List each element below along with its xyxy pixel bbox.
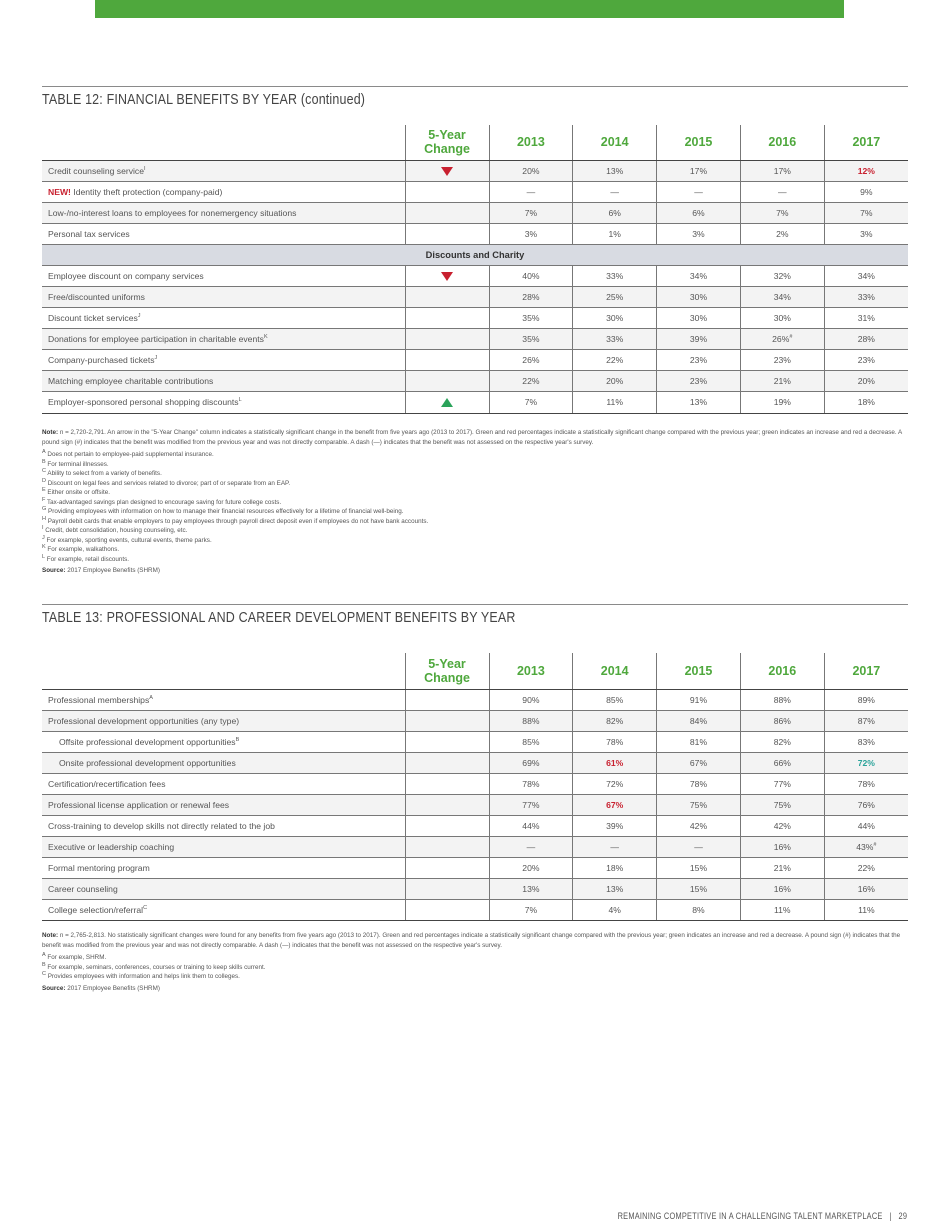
table-row — [42, 307, 908, 328]
header-2013: 2013 — [489, 653, 573, 689]
footnote: $^H$ Payroll debit cards that enable employers to pay employees through payroll direct deposit even if employees do not have bank accounts. — [42, 515, 429, 525]
five-year-change — [405, 752, 489, 773]
cell-2017: 89% — [824, 689, 908, 710]
row-label: Career counseling — [42, 878, 405, 899]
table12-top-rule — [42, 86, 908, 87]
cell-2013: 35% — [489, 307, 573, 328]
table-row — [42, 328, 908, 349]
cell-2013: 69% — [489, 752, 573, 773]
cell-2015: 78% — [657, 773, 741, 794]
row-label: Certification/recertification fees — [42, 773, 405, 794]
cell-2016: 75% — [740, 794, 824, 815]
cell-2014: 39% — [573, 815, 657, 836]
cell-2015: 30% — [657, 307, 741, 328]
cell-2013: 20% — [489, 160, 573, 181]
cell-2013: 44% — [489, 815, 573, 836]
page-footer — [617, 1211, 907, 1221]
cell-2013: 78% — [489, 773, 573, 794]
cell-2014: 72% — [573, 773, 657, 794]
row-label: Donations for employee participation in charitable events$^K$ — [42, 328, 405, 349]
cell-2014: 20% — [573, 370, 657, 391]
cell-2017: 18% — [824, 391, 908, 413]
table-row — [42, 202, 908, 223]
five-year-change — [405, 391, 489, 413]
row-label: Professional development opportunities (any type) — [42, 710, 405, 731]
footnote: $^A$ For example, SHRM. — [42, 951, 107, 961]
cell-2015: 75% — [657, 794, 741, 815]
cell-2016: 30% — [740, 307, 824, 328]
table12-notes — [42, 428, 908, 576]
table13-notes — [42, 931, 908, 993]
row-label: Free/discounted uniforms — [42, 286, 405, 307]
footnote: $^C$ Provides employees with information and helps link them to colleges. — [42, 970, 240, 980]
cell-2014: 67% — [573, 794, 657, 815]
row-label: Credit counseling service$^I$ — [42, 160, 405, 181]
header-2016: 2016 — [740, 653, 824, 689]
cell-2017: 20% — [824, 370, 908, 391]
cell-2017: 11% — [824, 899, 908, 920]
cell-2016: 7% — [740, 202, 824, 223]
cell-2013: 20% — [489, 857, 573, 878]
cell-2017: 23% — [824, 349, 908, 370]
cell-2013: 35% — [489, 328, 573, 349]
five-year-change — [405, 349, 489, 370]
cell-2015: 8% — [657, 899, 741, 920]
cell-2015: 42% — [657, 815, 741, 836]
table-row — [42, 878, 908, 899]
five-year-change — [405, 794, 489, 815]
table13 — [42, 653, 908, 921]
cell-2014: 33% — [573, 328, 657, 349]
cell-2016: 17% — [740, 160, 824, 181]
table12 — [42, 125, 908, 414]
cell-2015: 15% — [657, 878, 741, 899]
table-row — [42, 710, 908, 731]
cell-2014: 11% — [573, 391, 657, 413]
page-number: 29 — [898, 1211, 907, 1221]
cell-2015: 34% — [657, 265, 741, 286]
cell-2014: 33% — [573, 265, 657, 286]
footnote: $^C$ Ability to select from a variety of benefits. — [42, 467, 162, 477]
table12-title: TABLE 12: FINANCIAL BENEFITS BY YEAR (continued) — [42, 92, 366, 108]
cell-2014: 18% — [573, 857, 657, 878]
cell-2016: 2% — [740, 223, 824, 244]
header-2013: 2013 — [489, 125, 573, 160]
cell-2017: 16% — [824, 878, 908, 899]
cell-2015: 13% — [657, 391, 741, 413]
footnote: $^I$ Credit, debt consolidation, housing counseling, etc. — [42, 524, 188, 534]
cell-2013: 7% — [489, 391, 573, 413]
header-5yr-change: 5-Year Change — [405, 653, 489, 689]
cell-2017: 22% — [824, 857, 908, 878]
table-row — [42, 160, 908, 181]
cell-2014: — — [573, 836, 657, 857]
row-label: Employer-sponsored personal shopping discounts$^L$ — [42, 391, 405, 413]
five-year-change — [405, 286, 489, 307]
cell-2016: 16% — [740, 836, 824, 857]
cell-2016: 21% — [740, 857, 824, 878]
table13-note: Note: n = 2,765-2,813. No statistically significant changes were found for any benefits from five years ago (2013 to 2017). Green and red percentages indicate a statistically significant change compared with the previous year; green indicates an increase and red a decrease. A pound sign (#) indicates that the benefit was modified from the previous year and was not directly comparable. A dash (—) indicates that the benefit was not assessed on the respective year's survey. — [42, 932, 901, 949]
footer-title: REMAINING COMPETITIVE IN A CHALLENGING TALENT MARKETPLACE — [617, 1211, 883, 1221]
table-row — [42, 223, 908, 244]
footnote: $^G$ Providing employees with information on how to manage their financial resources effectively for a lifetime of financial well-being. — [42, 505, 404, 515]
cell-2017: 83% — [824, 731, 908, 752]
row-label: Professional license application or renewal fees — [42, 794, 405, 815]
table12-note: Note: n = 2,720-2,791. An arrow in the "5-Year Change" column indicates a statistically significant change in the benefit from five years ago (2013 to 2017). Green and red percentages indicate a statistically significant change compared with the previous year; green indicates an increase and red a decrease. A pound sign (#) indicates that the benefit was modified from the previous year and was not directly comparable. A dash (—) indicates that the benefit was not assessed on the respective year's survey. — [42, 429, 902, 446]
five-year-change — [405, 223, 489, 244]
cell-2014: 78% — [573, 731, 657, 752]
cell-2017: 7% — [824, 202, 908, 223]
cell-2014: 6% — [573, 202, 657, 223]
cell-2017: 72% — [824, 752, 908, 773]
footnote: $^B$ For example, seminars, conferences, courses or training to keep skills current. — [42, 961, 266, 971]
cell-2016: 42% — [740, 815, 824, 836]
cell-2016: 11% — [740, 899, 824, 920]
five-year-change — [405, 773, 489, 794]
five-year-change — [405, 202, 489, 223]
cell-2013: 77% — [489, 794, 573, 815]
cell-2016: 34% — [740, 286, 824, 307]
five-year-change — [405, 328, 489, 349]
footnote: $^L$ For example, retail discounts. — [42, 553, 130, 563]
cell-2017: 31% — [824, 307, 908, 328]
five-year-change — [405, 370, 489, 391]
section-header-row — [42, 244, 908, 265]
table13-top-rule — [42, 604, 908, 605]
cell-2015: 3% — [657, 223, 741, 244]
cell-2014: 30% — [573, 307, 657, 328]
cell-2016: 21% — [740, 370, 824, 391]
row-label: NEW! Identity theft protection (company-paid) — [42, 181, 405, 202]
cell-2014: — — [573, 181, 657, 202]
table-row — [42, 815, 908, 836]
cell-2016: 88% — [740, 689, 824, 710]
table-row — [42, 773, 908, 794]
cell-2014: 85% — [573, 689, 657, 710]
cell-2016: 26%# — [740, 328, 824, 349]
row-label: Personal tax services — [42, 223, 405, 244]
cell-2013: 7% — [489, 202, 573, 223]
cell-2016: 77% — [740, 773, 824, 794]
header-2014: 2014 — [573, 125, 657, 160]
cell-2014: 13% — [573, 160, 657, 181]
row-label: Offsite professional development opportunities$^B$ — [42, 731, 405, 752]
table-row — [42, 689, 908, 710]
row-label: Executive or leadership coaching — [42, 836, 405, 857]
cell-2013: 85% — [489, 731, 573, 752]
cell-2013: 7% — [489, 899, 573, 920]
five-year-change — [405, 181, 489, 202]
table-row — [42, 286, 908, 307]
five-year-change — [405, 307, 489, 328]
cell-2015: 17% — [657, 160, 741, 181]
cell-2013: 3% — [489, 223, 573, 244]
cell-2017: 28% — [824, 328, 908, 349]
cell-2014: 4% — [573, 899, 657, 920]
table12-header-row — [42, 125, 908, 160]
cell-2017: 33% — [824, 286, 908, 307]
new-badge: NEW! — [48, 186, 71, 197]
row-label: Onsite professional development opportunities — [42, 752, 405, 773]
cell-2015: 67% — [657, 752, 741, 773]
table-row — [42, 836, 908, 857]
cell-2016: — — [740, 181, 824, 202]
cell-2015: — — [657, 836, 741, 857]
footnote: $^F$ Tax-advantaged savings plan designed to encourage saving for future college costs. — [42, 496, 282, 506]
cell-2013: — — [489, 836, 573, 857]
five-year-change — [405, 710, 489, 731]
cell-2014: 82% — [573, 710, 657, 731]
cell-2013: 90% — [489, 689, 573, 710]
cell-2017: 43%# — [824, 836, 908, 857]
header-2015: 2015 — [657, 125, 741, 160]
decrease-arrow-icon — [441, 272, 453, 281]
row-label: College selection/referral$^C$ — [42, 899, 405, 920]
row-label: Cross-training to develop skills not directly related to the job — [42, 815, 405, 836]
five-year-change — [405, 265, 489, 286]
row-label: Matching employee charitable contributions — [42, 370, 405, 391]
cell-2014: 13% — [573, 878, 657, 899]
row-label: Low-/no-interest loans to employees for nonemergency situations — [42, 202, 405, 223]
five-year-change — [405, 689, 489, 710]
footnote: $^J$ For example, sporting events, cultural events, theme parks. — [42, 534, 212, 544]
cell-2017: 87% — [824, 710, 908, 731]
cell-2015: 39% — [657, 328, 741, 349]
cell-2013: 26% — [489, 349, 573, 370]
cell-2015: 91% — [657, 689, 741, 710]
five-year-change — [405, 899, 489, 920]
row-label: Discount ticket services$^J$ — [42, 307, 405, 328]
footnote: $^D$ Discount on legal fees and services related to divorce; part of or separate from an EAP. — [42, 477, 291, 487]
five-year-change — [405, 731, 489, 752]
cell-2016: 19% — [740, 391, 824, 413]
table-row — [42, 370, 908, 391]
table-row — [42, 899, 908, 920]
table13-title: TABLE 13: PROFESSIONAL AND CAREER DEVELOPMENT BENEFITS BY YEAR — [42, 610, 516, 626]
footnote: $^A$ Does not pertain to employee-paid supplemental insurance. — [42, 448, 214, 458]
table-row — [42, 391, 908, 413]
row-label: Formal mentoring program — [42, 857, 405, 878]
table-row — [42, 857, 908, 878]
table-row — [42, 731, 908, 752]
cell-2017: 34% — [824, 265, 908, 286]
table12-source: Source: 2017 Employee Benefits (SHRM) — [42, 567, 160, 574]
header-2015: 2015 — [657, 653, 741, 689]
table-row — [42, 181, 908, 202]
five-year-change — [405, 815, 489, 836]
header-5yr-change: 5-Year Change — [405, 125, 489, 160]
cell-2015: — — [657, 181, 741, 202]
cell-2017: 44% — [824, 815, 908, 836]
row-label: Professional memberships$^A$ — [42, 689, 405, 710]
header-blank — [42, 125, 405, 160]
table-row — [42, 265, 908, 286]
cell-2013: 22% — [489, 370, 573, 391]
cell-2015: 81% — [657, 731, 741, 752]
cell-2013: 13% — [489, 878, 573, 899]
cell-2016: 32% — [740, 265, 824, 286]
row-label: Company-purchased tickets$^J$ — [42, 349, 405, 370]
cell-2013: 88% — [489, 710, 573, 731]
table13-source: Source: 2017 Employee Benefits (SHRM) — [42, 984, 160, 992]
five-year-change — [405, 857, 489, 878]
cell-2014: 25% — [573, 286, 657, 307]
cell-2015: 23% — [657, 349, 741, 370]
cell-2016: 23% — [740, 349, 824, 370]
cell-2014: 61% — [573, 752, 657, 773]
header-blank — [42, 653, 405, 689]
cell-2017: 78% — [824, 773, 908, 794]
row-label: Employee discount on company services — [42, 265, 405, 286]
section-title: Discounts and Charity — [42, 244, 908, 265]
footnote: $^B$ For terminal illnesses. — [42, 458, 109, 468]
cell-2016: 16% — [740, 878, 824, 899]
five-year-change — [405, 878, 489, 899]
increase-arrow-icon — [441, 398, 453, 407]
header-2016: 2016 — [740, 125, 824, 160]
cell-2016: 86% — [740, 710, 824, 731]
cell-2017: 9% — [824, 181, 908, 202]
cell-2013: — — [489, 181, 573, 202]
five-year-change — [405, 160, 489, 181]
table-row — [42, 349, 908, 370]
cell-2016: 66% — [740, 752, 824, 773]
cell-2013: 40% — [489, 265, 573, 286]
header-2017: 2017 — [824, 653, 908, 689]
cell-2016: 82% — [740, 731, 824, 752]
cell-2014: 22% — [573, 349, 657, 370]
cell-2015: 30% — [657, 286, 741, 307]
header-2017: 2017 — [824, 125, 908, 160]
footnote: $^K$ For example, walkathons. — [42, 543, 120, 553]
header-2014: 2014 — [573, 653, 657, 689]
cell-2013: 28% — [489, 286, 573, 307]
cell-2014: 1% — [573, 223, 657, 244]
cell-2015: 84% — [657, 710, 741, 731]
cell-2017: 76% — [824, 794, 908, 815]
top-accent-bar — [95, 0, 844, 18]
five-year-change — [405, 836, 489, 857]
cell-2017: 12% — [824, 160, 908, 181]
table-row — [42, 752, 908, 773]
cell-2015: 15% — [657, 857, 741, 878]
decrease-arrow-icon — [441, 167, 453, 176]
footer-separator: | — [889, 1211, 892, 1221]
footnote: $^E$ Either onsite or offsite. — [42, 486, 110, 496]
cell-2015: 6% — [657, 202, 741, 223]
cell-2017: 3% — [824, 223, 908, 244]
table13-header-row — [42, 653, 908, 689]
cell-2015: 23% — [657, 370, 741, 391]
table-row — [42, 794, 908, 815]
